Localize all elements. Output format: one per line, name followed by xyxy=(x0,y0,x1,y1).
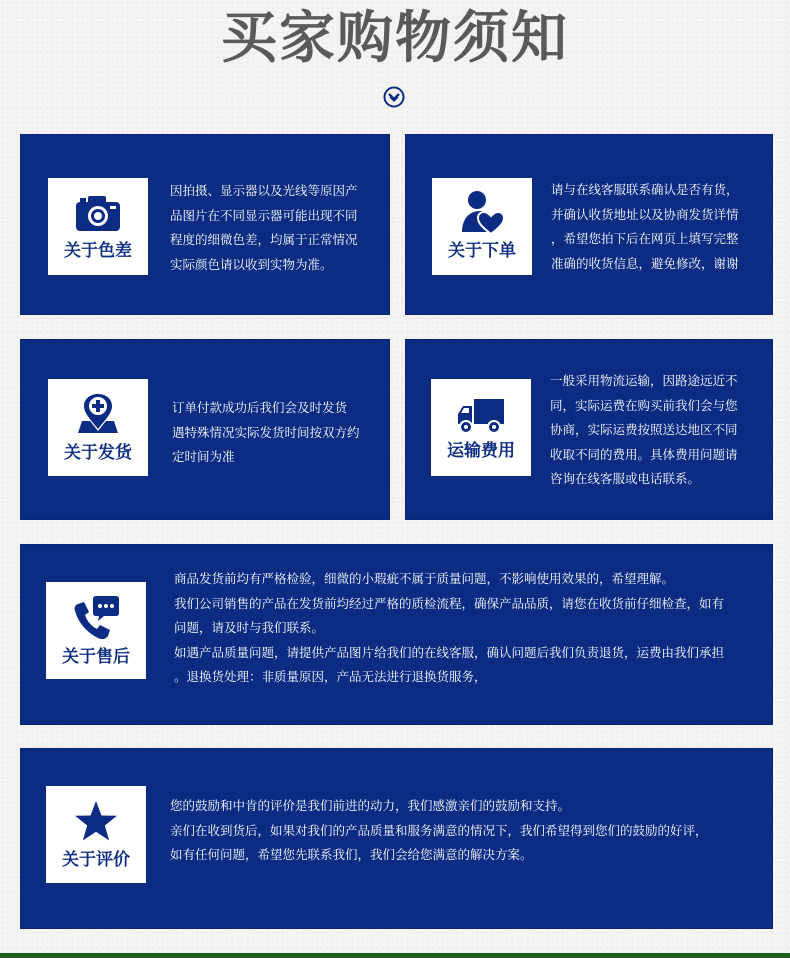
card-text: 订单付款成功后我们会及时发货 遇特殊情况实际发货时间按双方约 定时间为准 xyxy=(172,400,360,465)
card-label: 关于下单 xyxy=(448,241,516,261)
card-ordering xyxy=(405,134,773,315)
card-review xyxy=(20,748,773,929)
page-title: 买家购物须知 xyxy=(221,5,569,71)
card-icon-box xyxy=(46,582,146,679)
truck-icon xyxy=(456,397,506,435)
bottom-divider xyxy=(0,953,790,958)
star-icon xyxy=(74,800,118,842)
phone-chat-icon xyxy=(72,594,120,640)
card-text: 请与在线客服联系确认是否有货， 并确认收货地址以及协商发货详情 ，希望您拍下后在网页上填写完整 准确的收货信息，避免修改，谢谢 xyxy=(551,182,739,271)
chevron-down-circle-icon[interactable] xyxy=(383,86,405,108)
card-label: 关于发货 xyxy=(64,443,132,463)
card-label: 关于评价 xyxy=(62,850,130,870)
card-shipping xyxy=(20,339,390,520)
card-label: 关于售后 xyxy=(62,647,130,667)
card-shipping-cost xyxy=(405,339,773,520)
card-icon-box xyxy=(431,379,531,476)
card-label: 运输费用 xyxy=(447,441,515,461)
card-label: 关于色差 xyxy=(64,241,132,261)
map-pin-icon xyxy=(76,393,120,435)
card-color-difference xyxy=(20,134,390,315)
user-heart-icon xyxy=(460,190,504,236)
card-text: 商品发货前均有严格检验，细微的小瑕疵不属于质量问题，不影响使用效果的，希望理解。 我们公司销售的产品在发货前均经过严格的质检流程，确保产品品质，请您在收货前仔细检查，如有 问题，请及时与我们联系。 如遇产品质量问题，请提供产品图片给我们的在线客服，确认问题后我们负责退货，运费由我们承担 。退换货处理：非质量原因，产品无法进行退换货服务， xyxy=(174,571,725,685)
card-text: 一般采用物流运输，因路途远近不 同，实际运费在购买前我们会与您 协商，实际运费按照送达地区不同 收取不同的费用。具体费用问题请 咨询在线客服或电话联系。 xyxy=(550,373,738,487)
card-icon-box xyxy=(46,786,146,883)
card-after-sales xyxy=(20,544,773,725)
card-icon-box xyxy=(48,379,148,476)
card-text: 因拍摄、显示器以及光线等原因产 品图片在不同显示器可能出现不同 程度的细微色差，均属于正常情况 实际颜色请以收到实物为准。 xyxy=(170,183,358,272)
card-icon-box xyxy=(48,178,148,275)
card-text: 您的鼓励和中肯的评价是我们前进的动力，我们感激亲们的鼓励和支持。 亲们在收到货后，如果对我们的产品质量和服务满意的情况下，我们希望得到您们的鼓励的好评， 如有任何问题，希望您先联系我们，我们会给您满意的解决方案。 xyxy=(170,798,708,863)
card-icon-box xyxy=(432,178,532,275)
camera-icon xyxy=(73,193,123,233)
